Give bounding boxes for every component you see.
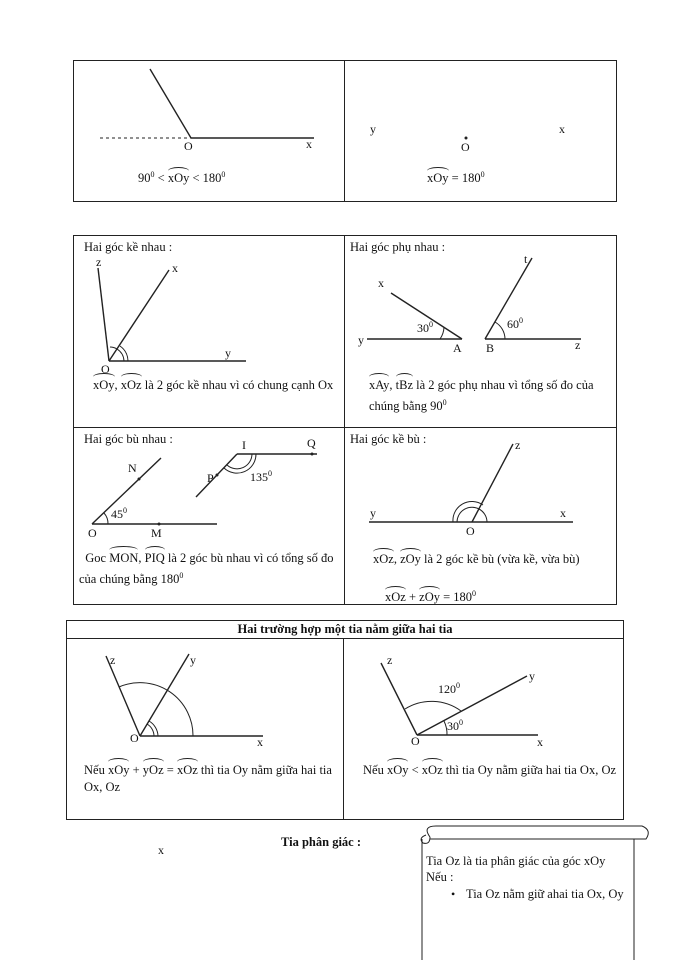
scroll-line1: Tia Oz là tia phân giác của góc xOy — [426, 854, 606, 868]
complementary-label-30: $30^0$ — [417, 320, 433, 335]
between-header: Hai trường hợp một tia nằm giữa hai tia — [237, 622, 453, 636]
linear-pair-caption: xOz, zOy là 2 góc kề bù (vừa kề, vừa bù) — [373, 552, 580, 566]
complementary-label-z: z — [575, 338, 581, 352]
complementary-angles-cell — [345, 236, 616, 427]
case2-label-30: $30^0$ — [447, 718, 463, 733]
case1-caption: Nếu xOy + yOz = xOz thì tia Oy nằm giữa hai tia Ox, Oz — [84, 763, 332, 794]
between-case2-cell — [344, 639, 623, 819]
case2-label-z: z — [387, 653, 393, 667]
adjacent-label-y: y — [225, 346, 231, 360]
supplementary-title: Hai góc bù nhau : — [84, 432, 173, 446]
obtuse-formula: $90^0$ < xOy < $180^0$ — [138, 170, 226, 186]
linear-pair-label-O: O — [466, 524, 475, 538]
straight-angle-cell — [345, 61, 616, 201]
linear-pair-title: Hai góc kề bù : — [350, 432, 427, 446]
case1-label-O: O — [130, 731, 139, 745]
obtuse-label-O: O — [184, 139, 193, 153]
complementary-label-x: x — [378, 276, 384, 290]
supplementary-label-135: $135^0$ — [250, 469, 272, 484]
straight-label-O: O — [461, 140, 470, 154]
scroll-bullet-icon: • — [451, 887, 456, 901]
complementary-label-A: A — [453, 341, 462, 355]
supplementary-angles-cell — [74, 428, 344, 604]
adjacent-title: Hai góc kề nhau : — [84, 240, 173, 254]
obtuse-angle-cell — [74, 61, 344, 201]
adjacent-label-O: O — [101, 362, 110, 376]
linear-pair-figure — [345, 428, 616, 604]
adjacent-figure — [74, 236, 344, 427]
supplementary-label-N: N — [128, 461, 137, 475]
straight-label-x: x — [559, 122, 565, 136]
complementary-label-y: y — [358, 333, 364, 347]
scroll-line2: Nếu : — [426, 870, 454, 884]
straight-label-y: y — [370, 122, 376, 136]
case1-label-z: z — [110, 653, 116, 667]
supplementary-caption: Goc MON, PIQ là 2 góc bù nhau vì có tổng số đo của chúng bằng $180^0$ — [79, 551, 334, 587]
supplementary-label-P: P — [207, 471, 214, 485]
complementary-caption: xAy, tBz là 2 góc phụ nhau vì tổng số đo của chúng bằng $90^0$ — [369, 378, 594, 414]
adjacent-angles-cell — [74, 236, 344, 427]
complementary-label-60: $60^0$ — [507, 316, 523, 331]
case2-label-x: x — [537, 735, 543, 749]
supplementary-label-Q: Q — [307, 436, 316, 450]
case1-label-x: x — [257, 735, 263, 749]
case1-label-y: y — [190, 653, 196, 667]
complementary-title: Hai góc phụ nhau : — [350, 240, 446, 254]
case2-label-120: $120^0$ — [438, 681, 460, 696]
supplementary-label-45: $45^0$ — [111, 506, 127, 521]
adjacent-caption: xOy, xOz là 2 góc kề nhau vì có chung cạnh Ox — [93, 378, 334, 392]
case2-label-y: y — [529, 669, 535, 683]
linear-pair-formula: xOz + zOy = $180^0$ — [385, 589, 477, 604]
case2-label-O: O — [411, 734, 420, 748]
between-case2-figure — [344, 639, 623, 819]
straight-formula: xOy = $180^0$ — [427, 170, 485, 186]
linear-pair-label-y: y — [370, 506, 376, 520]
supplementary-label-O: O — [88, 526, 97, 540]
between-case1-cell — [67, 639, 343, 819]
complementary-label-t: t — [524, 252, 528, 266]
adjacent-label-x: x — [172, 261, 178, 275]
linear-pair-label-z: z — [515, 438, 521, 452]
scroll-bullet-text: Tia Oz nằm giữ ahai tia Ox, Oy — [466, 887, 624, 901]
case2-caption: Nếu xOy < xOz thì tia Oy nằm giữa hai tia Ox, Oz — [363, 763, 617, 777]
bisector-scroll — [410, 823, 650, 960]
linear-pair-label-x: x — [560, 506, 566, 520]
linear-pair-cell — [345, 428, 616, 604]
supplementary-label-I: I — [242, 438, 246, 452]
bisector-title: Tia phân giác : — [281, 835, 361, 849]
complementary-label-B: B — [486, 341, 495, 355]
bisector-label-x: x — [158, 843, 164, 857]
obtuse-label-x: x — [306, 137, 312, 151]
adjacent-label-z: z — [96, 255, 102, 269]
supplementary-label-M: M — [151, 526, 162, 540]
